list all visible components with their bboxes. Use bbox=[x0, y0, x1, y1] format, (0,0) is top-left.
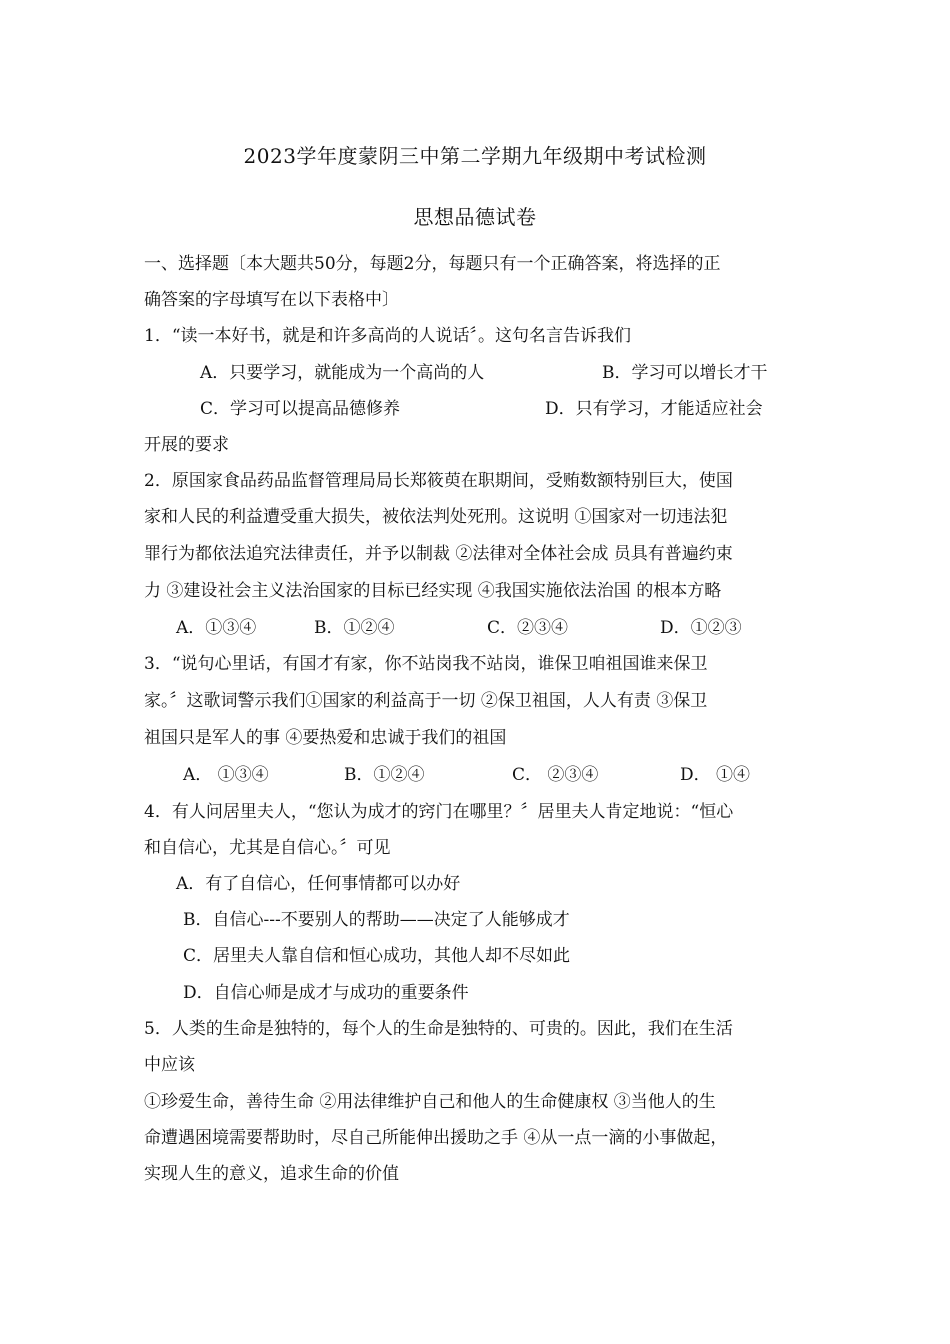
question-2-line-3: 罪行为都依法追究法律责任，并予以制裁 ②法律对全体社会成 员具有普遍约束 bbox=[144, 544, 733, 564]
question-1-stem: 1．“读一本好书，就是和许多高尚的人说话〞。这句名言告诉我们 bbox=[144, 326, 632, 346]
question-3-option-a: A． ①③④ bbox=[183, 765, 269, 785]
question-3-line-1: 3．“说句心里话，有国才有家，你不站岗我不站岗，谁保卫咱祖国谁来保卫 bbox=[144, 654, 708, 674]
question-2-line-1: 2．原国家食品药品监督管理局局长郑筱萸在职期间，受贿数额特别巨大，使国 bbox=[144, 471, 733, 491]
question-4-line-2: 和自信心，尤其是自信心。〞可见 bbox=[144, 838, 391, 858]
question-1-option-a: A．只要学习，就能成为一个高尚的人 bbox=[200, 363, 485, 383]
exam-title: 2023学年度蒙阴三中第二学期九年级期中考试检测 bbox=[243, 144, 707, 168]
question-5-line-1: 5．人类的生命是独特的，每个人的生命是独特的、可贵的。因此，我们在生活 bbox=[144, 1019, 733, 1039]
question-5-line-4: 命遭遇困境需要帮助时，尽自己所能伸出援助之手 ④从一点一滴的小事做起， bbox=[144, 1128, 728, 1148]
question-4-option-d: D．自信心师是成才与成功的重要条件 bbox=[183, 983, 469, 1003]
question-3-option-c: C． ②③④ bbox=[512, 765, 599, 785]
question-1-option-b: B．学习可以增长才干 bbox=[602, 363, 768, 383]
question-2-option-d: D．①②③ bbox=[660, 618, 742, 638]
question-4-option-c: C．居里夫人靠自信和恒心成功，其他人却不尽如此 bbox=[183, 946, 571, 966]
question-2-option-b: B．①②④ bbox=[314, 618, 395, 638]
question-3-option-b: B．①②④ bbox=[344, 765, 425, 785]
question-3-line-3: 祖国只是军人的事 ④要热爱和忠诚于我们的祖国 bbox=[144, 728, 507, 748]
question-5-line-2: 中应该 bbox=[144, 1055, 195, 1075]
question-5-line-5: 实现人生的意义，追求生命的价值 bbox=[144, 1164, 399, 1184]
section-instructions-line-2: 确答案的字母填写在以下表格中〕 bbox=[144, 290, 399, 310]
question-2-option-a: A．①③④ bbox=[176, 618, 257, 638]
question-5-line-3: ①珍爱生命，善待生命 ②用法律维护自己和他人的生命健康权 ③当他人的生 bbox=[144, 1092, 716, 1112]
question-3-line-2: 家。〞这歌词警示我们①国家的利益高于一切 ②保卫祖国，人人有责 ③保卫 bbox=[144, 691, 708, 711]
question-4-line-1: 4．有人问居里夫人，“您认为成才的窍门在哪里？〞居里夫人肯定地说：“恒心 bbox=[144, 802, 734, 822]
question-2-line-4: 力 ③建设社会主义法治国家的目标已经实现 ④我国实施依法治国 的根本方略 bbox=[144, 581, 722, 601]
question-1-option-d: D．只有学习，才能适应社会 bbox=[545, 399, 763, 419]
question-4-option-b: B．自信心---不要别人的帮助——决定了人能够成才 bbox=[183, 910, 570, 930]
question-2-line-2: 家和人民的利益遭受重大损失，被依法判处死刑。这说明 ①国家对一切违法犯 bbox=[144, 507, 728, 527]
question-1-option-c: C．学习可以提高品德修养 bbox=[200, 399, 401, 419]
question-2-option-c: C．②③④ bbox=[487, 618, 569, 638]
question-1-option-d-continuation: 开展的要求 bbox=[144, 435, 229, 455]
question-3-option-d: D． ①④ bbox=[680, 765, 751, 785]
section-instructions-line-1: 一、选择题〔本大题共50分，每题2分，每题只有一个正确答案，将选择的正 bbox=[144, 254, 721, 274]
exam-subtitle: 思想品德试卷 bbox=[413, 205, 537, 229]
question-4-option-a: A．有了自信心，任何事情都可以办好 bbox=[176, 874, 461, 894]
